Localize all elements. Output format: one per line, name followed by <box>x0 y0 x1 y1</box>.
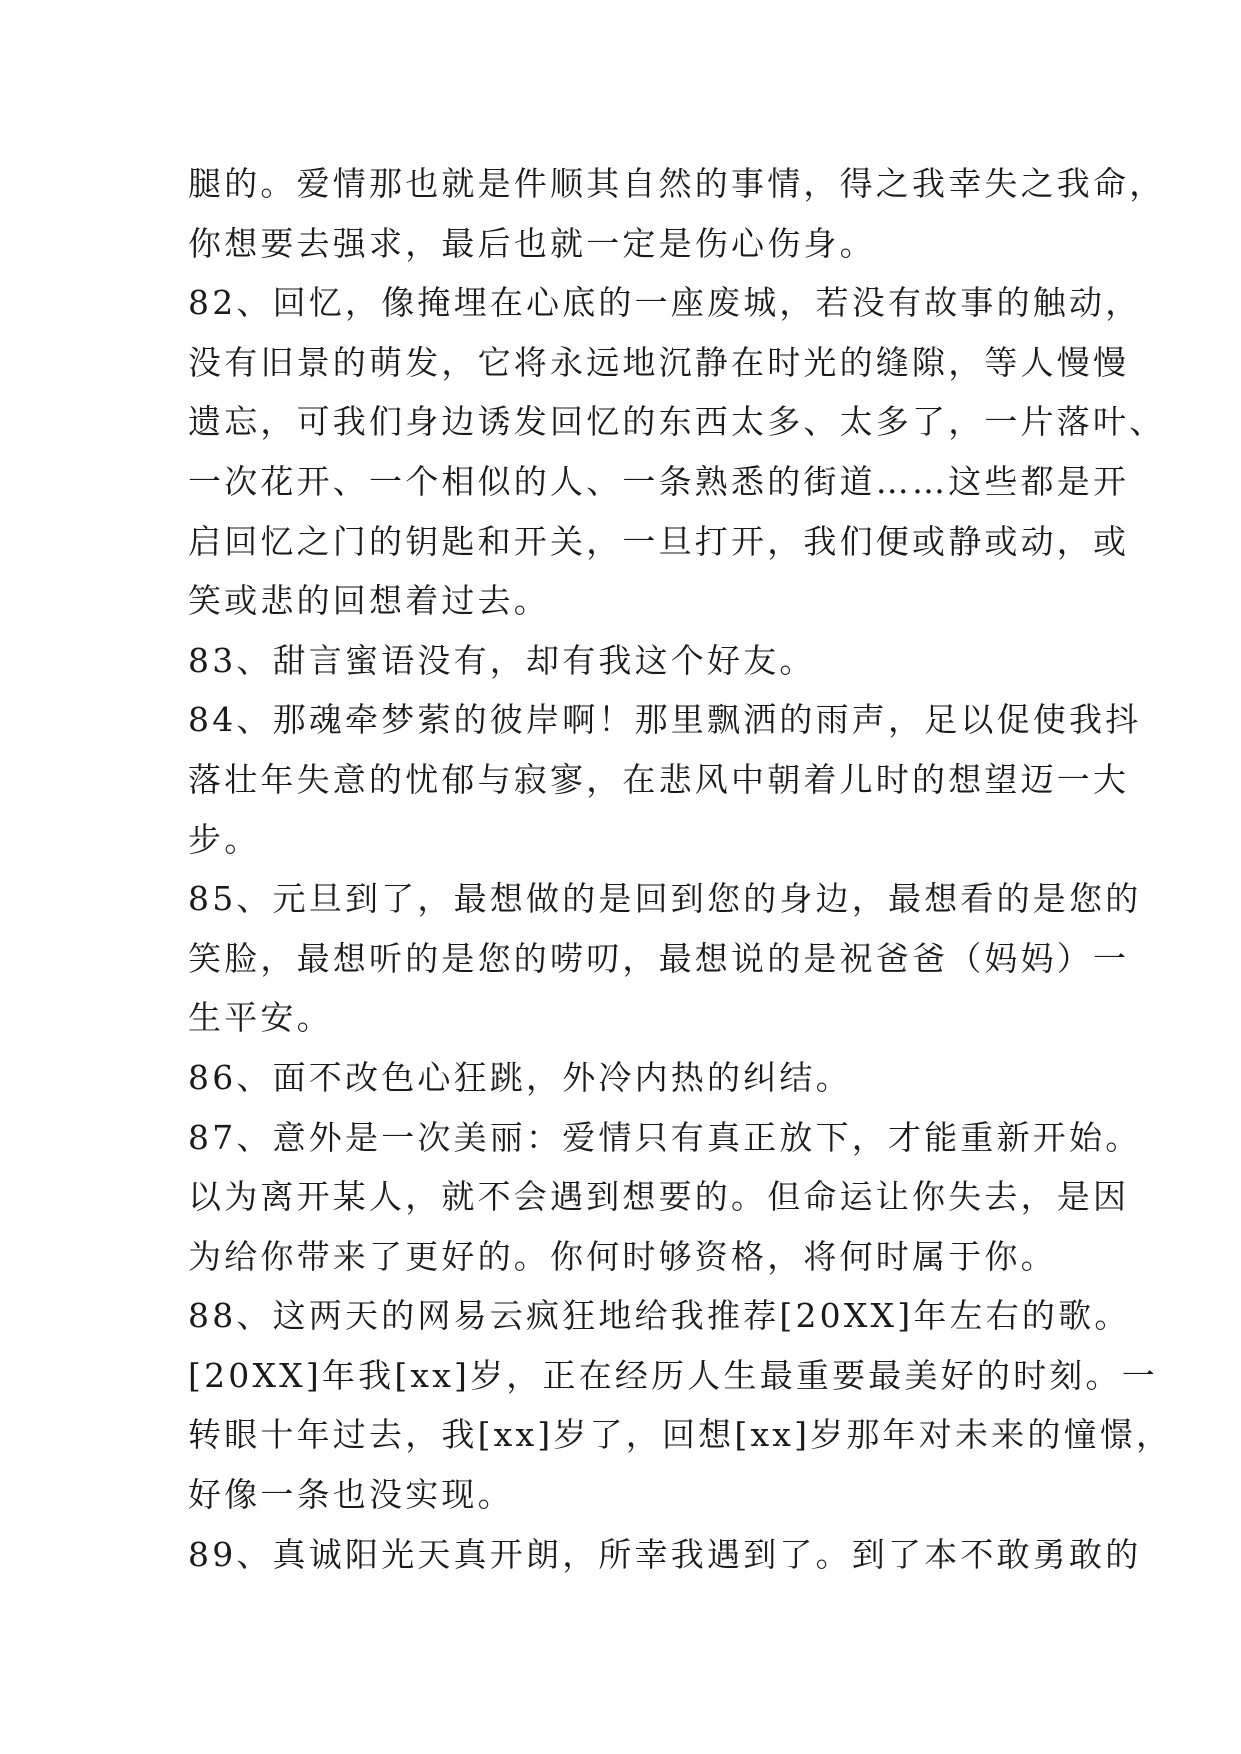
text-line: 一次花开、一个相似的人、一条熟悉的街道……这些都是开 <box>188 461 1130 501</box>
text-line: [20XX]年我[xx]岁，正在经历人生最重要最美好的时刻。一 <box>188 1355 1158 1395</box>
text-line: 转眼十年过去，我[xx]岁了，回想[xx]岁那年对未来的憧憬， <box>188 1415 1173 1455</box>
text-line: 遗忘，可我们身边诱发回忆的东西太多、太多了，一片落叶、 <box>188 402 1166 442</box>
text-line: 为给你带来了更好的。你何时够资格，将何时属于你。 <box>188 1236 1057 1276</box>
text-line: 84、那魂牵梦萦的彼岸啊！那里飘洒的雨声，足以促使我抖 <box>188 700 1142 740</box>
text-line: 没有旧景的萌发，它将永远地沉静在时光的缝隙，等人慢慢 <box>188 342 1130 382</box>
text-line: 87、意外是一次美丽：爱情只有真正放下，才能重新开始。 <box>188 1117 1142 1157</box>
text-line: 落壮年失意的忧郁与寂寥，在悲风中朝着儿时的想望迈一大 <box>188 759 1130 799</box>
text-line: 启回忆之门的钥匙和开关，一旦打开，我们便或静或动，或 <box>188 521 1130 561</box>
text-line: 88、这两天的网易云疯狂地给我推荐[20XX]年左右的歌。 <box>188 1296 1131 1336</box>
text-line: 以为离开某人，就不会遇到想要的。但命运让你失去，是因 <box>188 1177 1130 1217</box>
text-line: 86、面不改色心狂跳，外冷内热的纠结。 <box>188 1057 852 1097</box>
text-line: 85、元旦到了，最想做的是回到您的身边，最想看的是您的 <box>188 879 1142 919</box>
text-line: 你想要去强求，最后也就一定是伤心伤身。 <box>188 223 876 263</box>
text-line: 89、真诚阳光天真开朗，所幸我遇到了。到了本不敢勇敢的 <box>188 1534 1142 1574</box>
text-line: 步。 <box>188 819 261 859</box>
text-line: 腿的。爱情那也就是件顺其自然的事情，得之我幸失之我命， <box>188 164 1166 203</box>
text-line: 83、甜言蜜语没有，却有我这个好友。 <box>188 640 816 680</box>
text-line: 生平安。 <box>188 998 333 1038</box>
text-line: 笑脸，最想听的是您的唠叨，最想说的是祝爸爸（妈妈）一 <box>188 938 1130 978</box>
body-text <box>188 154 1173 1584</box>
text-line: 笑或悲的回想着过去。 <box>188 581 550 621</box>
text-line: 好像一条也没实现。 <box>188 1475 514 1515</box>
text-line: 82、回忆，像掩埋在心底的一座废城，若没有故事的触动， <box>188 283 1142 323</box>
